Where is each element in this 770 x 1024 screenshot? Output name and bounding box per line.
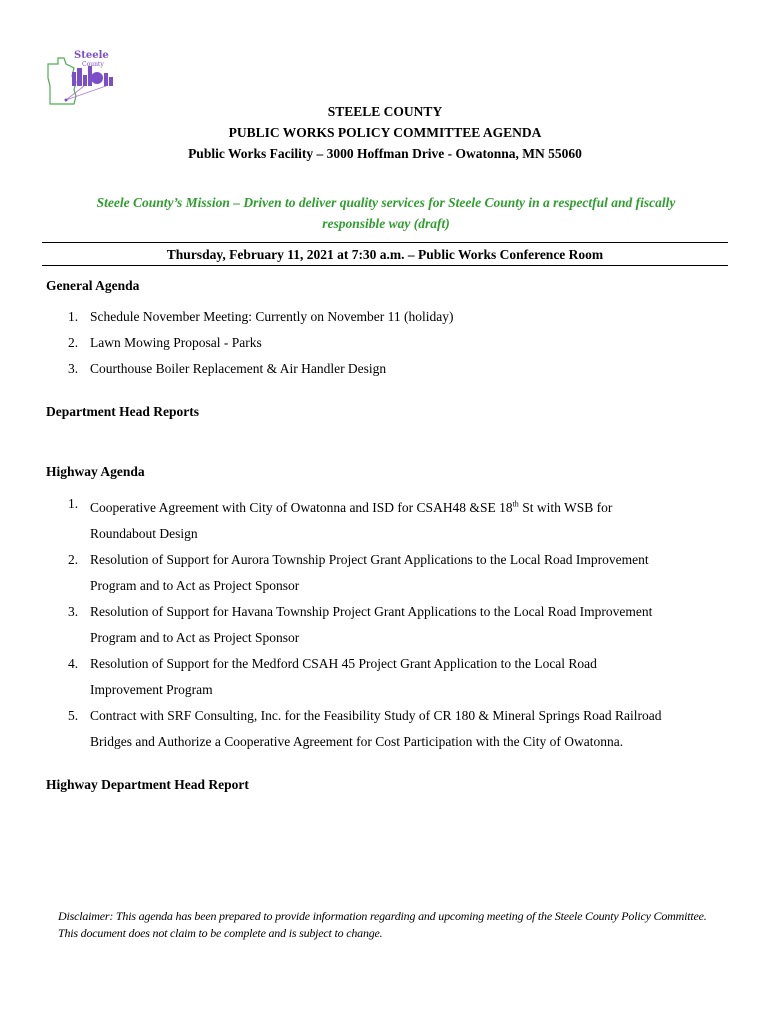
general-agenda-list <box>46 304 726 382</box>
item-number: 2. <box>68 551 79 567</box>
meeting-date-location: Thursday, February 11, 2021 at 7:30 a.m. – Public Works Conference Room <box>42 242 728 266</box>
list-item <box>46 651 726 703</box>
item-number: 1. <box>68 309 79 324</box>
item-text: Schedule November Meeting: Currently on November 11 (holiday) <box>90 309 454 324</box>
item-number: 3. <box>68 603 79 619</box>
item-text-continued: Program and to Act as Project Sponsor <box>90 629 300 645</box>
list-item <box>46 304 726 330</box>
item-text-continued: Program and to Act as Project Sponsor <box>90 577 300 593</box>
item-text: Contract with SRF Consulting, Inc. for the Feasibility Study of CR 180 & Mineral Springs Road Railroad <box>90 707 662 723</box>
item-text: Resolution of Support for the Medford CSAH 45 Project Grant Application to the Local Road <box>90 655 597 671</box>
item-text: Resolution of Support for Havana Township Project Grant Applications to the Local Road Improvement <box>90 603 653 619</box>
county-name: STEELE COUNTY <box>327 104 443 119</box>
item-number: 3. <box>68 361 79 376</box>
agenda-title: PUBLIC WORKS POLICY COMMITTEE AGENDA <box>228 125 542 140</box>
item-text-continued: Bridges and Authorize a Cooperative Agreement for Cost Participation with the City of Owatonna. <box>90 733 624 749</box>
item-number: 4. <box>68 655 79 671</box>
item-text-continued: Improvement Program <box>90 681 213 697</box>
mission-line-2: responsible way (draft) <box>322 216 450 231</box>
item-text: Lawn Mowing Proposal - Parks <box>90 335 262 350</box>
item-number: 2. <box>68 335 79 350</box>
item-text: Cooperative Agreement with City of Owatonna and ISD for CSAH48 &SE 18th St with WSB for <box>90 499 613 515</box>
general-agenda-heading: General Agenda <box>46 278 140 293</box>
disclaimer-line-2: This document does not claim to be complete and is subject to change. <box>58 926 383 940</box>
mission-line-1: Steele County’s Mission – Driven to deliver quality services for Steele County in a respectful and fiscally <box>96 195 676 210</box>
disclaimer-line-1: Disclaimer: This agenda has been prepared to provide information regarding and upcoming meeting of the Steele County Policy Committee. <box>58 909 707 923</box>
facility-address: Public Works Facility – 3000 Hoffman Drive - Owatonna, MN 55060 <box>188 146 582 161</box>
document-header <box>0 101 770 164</box>
list-item <box>46 356 726 382</box>
list-item <box>46 491 726 547</box>
highway-department-head-report-heading: Highway Department Head Report <box>46 777 249 792</box>
item-text: Resolution of Support for Aurora Township Project Grant Applications to the Local Road Improvement <box>90 551 649 567</box>
highway-agenda-heading: Highway Agenda <box>46 464 145 479</box>
list-item <box>46 547 726 599</box>
item-text: Courthouse Boiler Replacement & Air Handler Design <box>90 361 387 376</box>
mission-statement <box>50 192 722 234</box>
list-item <box>46 703 726 755</box>
steele-county-logo <box>44 46 116 108</box>
department-head-reports-heading: Department Head Reports <box>46 404 199 419</box>
logo-text-steele: Steele <box>74 50 109 61</box>
disclaimer <box>58 908 748 942</box>
highway-agenda-list <box>46 491 726 755</box>
list-item <box>46 330 726 356</box>
minnesota-map-icon <box>44 46 116 108</box>
item-text-continued: Roundabout Design <box>90 525 198 541</box>
logo-text-county: County <box>82 61 104 68</box>
item-number: 1. <box>68 496 79 511</box>
item-number: 5. <box>68 707 79 723</box>
list-item <box>46 599 726 651</box>
